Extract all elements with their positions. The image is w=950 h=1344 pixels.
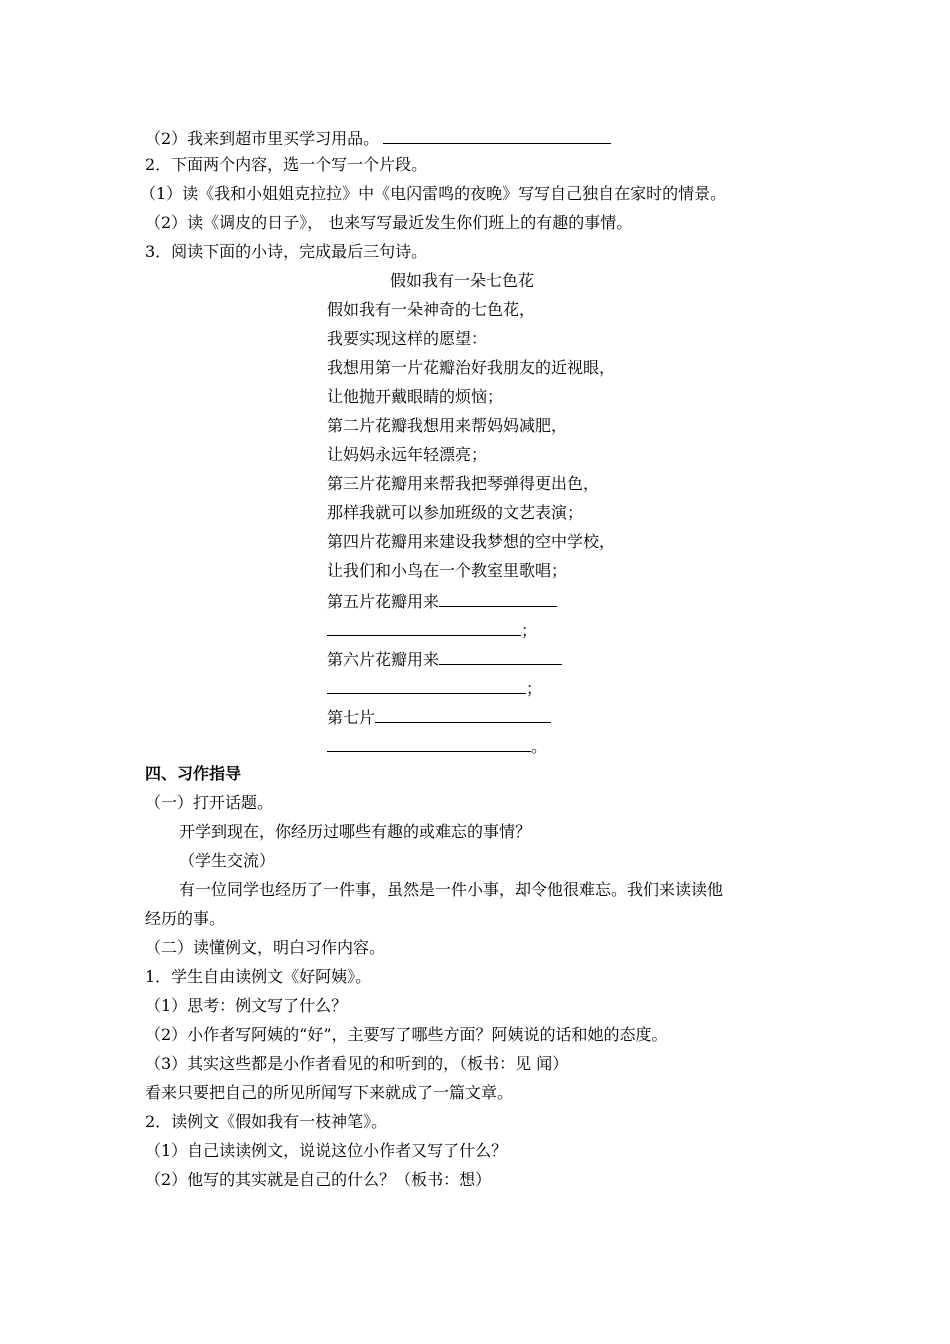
poem-line: 第二片花瓣我想用来帮妈妈减肥， (327, 416, 568, 435)
poem-fill-line-6-cont: ； (327, 677, 542, 699)
poem-fill-line-5-cont: ； (327, 619, 537, 641)
poem-line: 第四片花瓣用来建设我梦想的空中学校， (327, 532, 616, 551)
step-2: 2．读例文《假如我有一枝神笔》。 (145, 1112, 388, 1131)
paragraph: 开学到现在，你经历过哪些有趣的或难忘的事情？ (179, 822, 532, 841)
poem-fill-line-6: 第六片花瓣用来 (327, 648, 562, 670)
step-1: 1．学生自由读例文《好阿姨》。 (145, 967, 372, 986)
poem-line: 假如我有一朵神奇的七色花， (327, 300, 536, 319)
paragraph: （学生交流） (179, 851, 276, 870)
part-2-title: （二）读懂例文，明白习作内容。 (145, 938, 386, 957)
answer-blank (439, 590, 557, 607)
answer-blank (327, 677, 526, 694)
poem-line: 让他抛开戴眼睛的烦恼； (327, 387, 504, 406)
item-2-sub2: （2）我来到超市里买学习用品。 (145, 127, 611, 149)
step-1-item: （2）小作者写阿姨的“好”，主要写了哪些方面？阿姨说的话和她的态度。 (145, 1025, 668, 1044)
answer-blank (383, 127, 611, 144)
step-1-summary: 看来只要把自己的所见所闻写下来就成了一篇文章。 (145, 1083, 514, 1102)
question-2: 2．下面两个内容，选一个写一个片段。 (145, 155, 428, 174)
poem-title: 假如我有一朵七色花 (390, 271, 535, 290)
paragraph: 经历的事。 (145, 909, 226, 928)
step-2-item: （2）他写的其实就是自己的什么？（板书：想） (145, 1170, 492, 1189)
poem-fill-line-7: 第七片 (327, 706, 551, 728)
poem-fill-line-7-cont: 。 (327, 735, 547, 757)
paragraph: 有一位同学也经历了一件事，虽然是一件小事，却令他很难忘。我们来读读他 (179, 880, 724, 899)
step-1-item: （1）思考：例文写了什么？ (145, 996, 348, 1015)
poem-fill-line-5: 第五片花瓣用来 (327, 590, 557, 612)
answer-blank (375, 706, 551, 723)
answer-blank (327, 735, 531, 752)
part-1-title: （一）打开话题。 (145, 793, 274, 812)
poem-line: 我想用第一片花瓣治好我朋友的近视眼， (327, 358, 616, 377)
question-3: 3．阅读下面的小诗，完成最后三句诗。 (145, 242, 428, 261)
poem-line: 第三片花瓣用来帮我把琴弹得更出色， (327, 474, 600, 493)
question-2-option-1: （1）读《我和小姐姐克拉拉》中《电闪雷鸣的夜晚》写写自己独自在家时的情景。 (140, 184, 727, 203)
poem-line: 让妈妈永远年轻漂亮； (327, 445, 488, 464)
answer-blank (327, 619, 521, 636)
step-2-item: （1）自己读读例文，说说这位小作者又写了什么？ (145, 1141, 508, 1160)
poem-line: 让我们和小鸟在一个教室里歌唱； (327, 561, 568, 580)
answer-blank (439, 648, 562, 665)
poem-line: 我要实现这样的愿望： (327, 329, 488, 348)
section-heading: 四、习作指导 (145, 764, 242, 783)
poem-line: 那样我就可以参加班级的文艺表演； (327, 503, 584, 522)
question-2-option-2: （2）读《调皮的日子》， 也来写写最近发生你们班上的有趣的事情。 (145, 213, 633, 232)
step-1-item: （3）其实这些都是小作者看见的和听到的，（板书：见 闻） (145, 1054, 569, 1073)
